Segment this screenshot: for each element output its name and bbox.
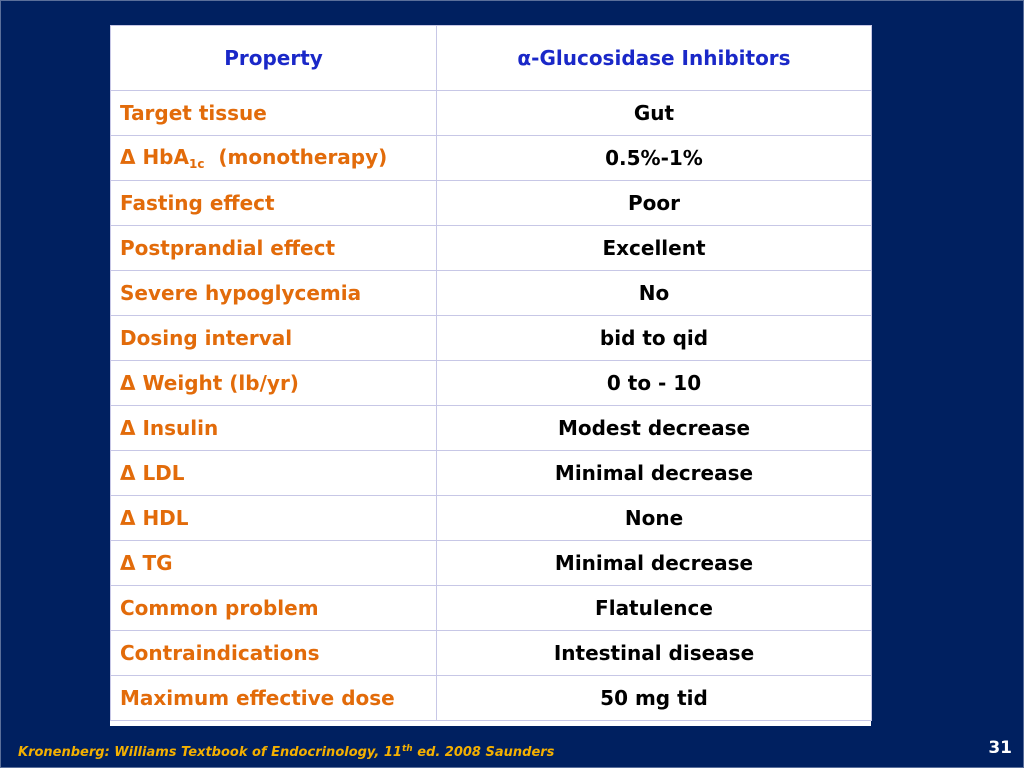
table-row bbox=[111, 181, 872, 226]
header-property: Property bbox=[111, 26, 437, 91]
table-row bbox=[111, 136, 872, 181]
row-label-tg: Δ TG bbox=[111, 541, 437, 586]
row-value-contraindications: Intestinal disease bbox=[437, 631, 872, 676]
row-label-maximum-effective-dose: Maximum effective dose bbox=[111, 676, 437, 721]
hba1c-prefix: Δ HbA bbox=[120, 145, 189, 169]
citation-superscript: th bbox=[401, 744, 413, 754]
row-label-hba1c bbox=[111, 136, 437, 181]
row-value-insulin: Modest decrease bbox=[437, 406, 872, 451]
table-row bbox=[111, 361, 872, 406]
citation-prefix: Kronenberg: Williams Textbook of Endocrinology, 11 bbox=[18, 745, 402, 760]
table-row bbox=[111, 316, 872, 361]
table-row bbox=[111, 541, 872, 586]
row-label-ldl: Δ LDL bbox=[111, 451, 437, 496]
row-value-dosing-interval: bid to qid bbox=[437, 316, 872, 361]
table-row bbox=[111, 271, 872, 316]
row-label-target-tissue: Target tissue bbox=[111, 91, 437, 136]
hba1c-subscript: 1c bbox=[188, 157, 205, 171]
table-row bbox=[111, 631, 872, 676]
row-value-hdl: None bbox=[437, 496, 872, 541]
row-value-postprandial-effect: Excellent bbox=[437, 226, 872, 271]
row-value-severe-hypoglycemia: No bbox=[437, 271, 872, 316]
table-header-row bbox=[111, 26, 872, 91]
row-label-dosing-interval: Dosing interval bbox=[111, 316, 437, 361]
row-label-fasting-effect: Fasting effect bbox=[111, 181, 437, 226]
header-drug-class: α-Glucosidase Inhibitors bbox=[437, 26, 872, 91]
citation-footer bbox=[18, 744, 554, 760]
row-label-contraindications: Contraindications bbox=[111, 631, 437, 676]
row-label-hdl: Δ HDL bbox=[111, 496, 437, 541]
row-label-severe-hypoglycemia: Severe hypoglycemia bbox=[111, 271, 437, 316]
table-row bbox=[111, 91, 872, 136]
page-number: 31 bbox=[988, 738, 1012, 758]
row-value-target-tissue: Gut bbox=[437, 91, 872, 136]
row-label-postprandial-effect: Postprandial effect bbox=[111, 226, 437, 271]
row-label-insulin: Δ Insulin bbox=[111, 406, 437, 451]
row-label-common-problem: Common problem bbox=[111, 586, 437, 631]
row-value-common-problem: Flatulence bbox=[437, 586, 872, 631]
table-row bbox=[111, 676, 872, 721]
table-row bbox=[111, 586, 872, 631]
row-value-fasting-effect: Poor bbox=[437, 181, 872, 226]
row-value-tg: Minimal decrease bbox=[437, 541, 872, 586]
row-value-weight: 0 to - 10 bbox=[437, 361, 872, 406]
table-row bbox=[111, 496, 872, 541]
row-label-weight: Δ Weight (lb/yr) bbox=[111, 361, 437, 406]
table-row bbox=[111, 406, 872, 451]
row-value-ldl: Minimal decrease bbox=[437, 451, 872, 496]
hba1c-suffix: (monotherapy) bbox=[204, 145, 388, 169]
table-row bbox=[111, 226, 872, 271]
row-value-hba1c: 0.5%-1% bbox=[437, 136, 872, 181]
row-value-maximum-effective-dose: 50 mg tid bbox=[437, 676, 872, 721]
citation-suffix: ed. 2008 Saunders bbox=[412, 745, 555, 760]
table-row bbox=[111, 451, 872, 496]
comparison-table bbox=[110, 25, 871, 726]
